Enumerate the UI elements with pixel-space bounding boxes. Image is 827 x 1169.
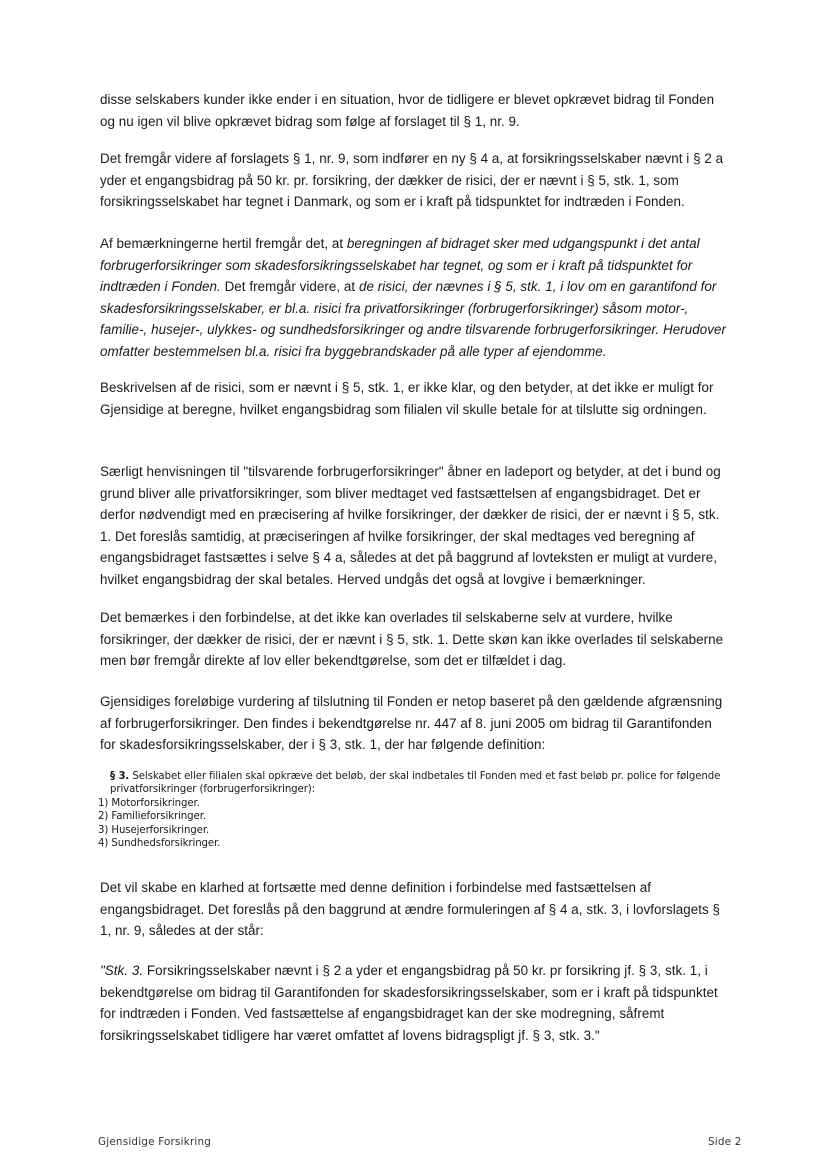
paragraph-4-text: Beskrivelsen af de risici, som er nævnt i § 5, stk. 1, er ikke klar, og den betyder, at det ikke er muligt for Gjensidige at beregne, hvilket engangsbidrag som filialen vil skulle betale for at tilslutte sig ordningen.	[100, 380, 714, 417]
paragraph-5	[100, 461, 730, 591]
paragraph-3-middle: Det fremgår videre, at	[220, 279, 359, 295]
legal-quote-intro	[98, 770, 758, 797]
paragraph-2-text: Det fremgår videre af forslagets § 1, nr. 9, som indfører en ny § 4 a, at forsikringsselskaber nævnt i § 2 a yder et engangsbidrag på 50 kr. pr. forsikring, der dækker de risici, der er nævnt i § 5, stk. 1, som forsikringsselskabet har tegnet i Danmark, og som er i kraft på tidspunktet for indtræden i Fonden.	[100, 151, 724, 210]
paragraph-9-text: Forsikringsselskaber nævnt i § 2 a yder et engangsbidrag på 50 kr. pr forsikring jf. § 3, stk. 1, i bekendtgørelse om bidrag til Garantifonden for skadesforsikringsselskaber, som er i kraft på tidspunktet for indtræden i Fonden. Ved fastsættelse af engangsbidraget kan der ske modregning, såfremt forsikringsselskabet tidligere har været omfattet af lovens bidragspligt jf. § 3, stk. 3."	[100, 963, 718, 1043]
legal-quote-item: 3) Husejerforsikringer.	[98, 824, 210, 836]
paragraph-1-text: disse selskabers kunder ikke ender i en situation, hvor de tidligere er blevet opkrævet bidrag til Fonden og nu igen vil blive opkrævet bidrag som følge af forslaget til § 1, nr. 9.	[100, 92, 715, 129]
paragraph-6	[100, 607, 730, 672]
legal-quote-text: Selskabet eller filialen skal opkræve det beløb, der skal indbetales til Fonden med et fast beløb pr. police for følgende privatforsikringer (forbrugerforsikringer):	[110, 771, 721, 796]
paragraph-5-text: Særligt henvisningen til "tilsvarende forbrugerforsikringer" åbner en ladeport og betyder, at det i bund og grund bliver alle privatforsikringer, som bliver medtaget ved fastsættelsen af engangsbidraget. Det er derfor nødvendigt med en præcisering af hvilke forsikringer, der dækker de risici, der er nævnt i § 5, stk. 1. Det foreslås samtidig, at præciseringen af hvilke forsikringer, der skal medtages ved beregning af engangsbidraget fastsættes i selve § 4 a, således at det på baggrund af lovteksten er muligt at vurdere, hvilket engangsbidrag der skal betales. Herved undgås det også at lovgive i bemærkninger.	[100, 464, 721, 587]
legal-quote-item: 2) Familieforsikringer.	[98, 811, 206, 823]
legal-quote-item: 1) Motorforsikringer.	[98, 797, 200, 809]
paragraph-4	[100, 377, 730, 420]
paragraph-9	[100, 960, 730, 1046]
paragraph-3-italic-1: beregningen af bidraget sker med udgangspunkt i det antal forbrugerforsikringer som skadesforsikringsselskabet har tegnet, og som er i kraft på tidspunktet for indtræden i Fonden.	[100, 236, 700, 295]
paragraph-6-text: Det bemærkes i den forbindelse, at det ikke kan overlades til selskaberne selv at vurdere, hvilke forsikringer, der dækker de risici, der er nævnt i § 5, stk. 1. Dette skøn kan ikke overlades til selskaberne men bør fremgår direkte af lov eller bekendtgørelse, som det er tilfældet i dag.	[100, 610, 724, 669]
paragraph-7-text: Gjensidiges foreløbige vurdering af tilslutning til Fonden er netop baseret på den gældende afgrænsning af forbrugerforsikringer. Den findes i bekendtgørelse nr. 447 af 8. juni 2005 om bidrag til Garantifonden for skadesforsikringsselskaber, der i § 3, stk. 1, der har følgende definition:	[100, 694, 723, 753]
legal-quote-section: § 3.	[110, 771, 130, 782]
paragraph-1	[100, 89, 730, 132]
paragraph-9-italic: "Stk. 3.	[100, 963, 144, 978]
paragraph-3-italic-2: de risici, der nævnes i § 5, stk. 1, i lov om en garantifond for skadesforsikringsselskaber, er bl.a. risici fra privatforsikringer (forbrugerforsikringer) såsom motor-, familie-, husejer-, ulykkes- og sundhedsforsikringer og andre tilsvarende forbrugerforsikringer. Herudover omfatter bestemmelsen bl.a. risici fra byggebrandskader på alle typer af ejendomme.	[100, 279, 727, 359]
footer-company: Gjensidige Forsikring	[98, 1136, 212, 1148]
footer-page-number: Side 2	[708, 1136, 742, 1148]
legal-quote-item: 4) Sundhedsforsikringer.	[98, 838, 221, 850]
legal-quote-list	[98, 797, 758, 851]
paragraph-7	[100, 691, 730, 756]
legal-quote	[98, 770, 758, 850]
paragraph-8	[100, 877, 730, 942]
paragraph-2	[100, 148, 730, 213]
paragraph-3-lead: Af bemærkningerne hertil fremgår det, at	[100, 236, 347, 251]
paragraph-8-text: Det vil skabe en klarhed at fortsætte med denne definition i forbindelse med fastsættelsen af engangsbidraget. Det foreslås på den baggrund at ændre formuleringen af § 4 a, stk. 3, i lovforslagets § 1, nr. 9, således at der står:	[100, 880, 721, 939]
paragraph-3	[100, 233, 730, 363]
